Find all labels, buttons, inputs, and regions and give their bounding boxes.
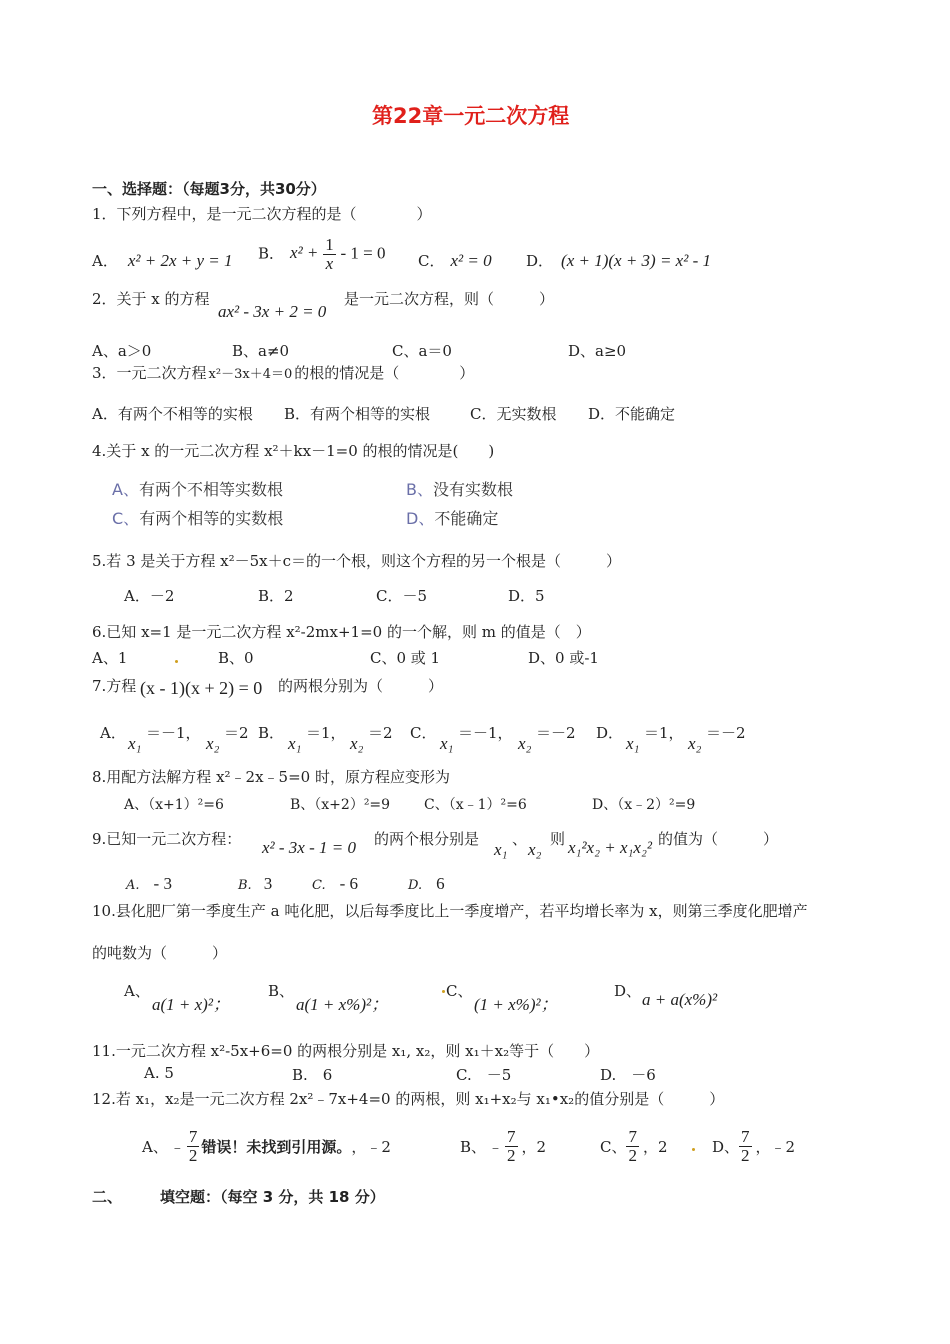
q8-option-a: A、（x+1）²=6: [124, 797, 224, 813]
question-9-stem: 9.已知一元二次方程：: [92, 830, 242, 848]
q7-c-root1: x₁: [440, 734, 454, 753]
q10-option-a-label: A、: [124, 982, 150, 1000]
question-1-stem: 1．下列方程中，是一元二次方程的是（ ）: [92, 205, 432, 223]
q5-option-a: A．－2: [124, 587, 175, 605]
q5-option-d: D．5: [508, 587, 545, 605]
q7-a-root2: x₂: [206, 734, 220, 753]
q6-option-c: C、0 或 1: [370, 649, 441, 667]
q12-option-d: D、 $\frac{7}{2}$ ，﹣2: [712, 1127, 796, 1165]
q3-option-b: B．有两个相等的实根: [284, 405, 431, 423]
section-2-number: 二、: [92, 1188, 123, 1206]
q4-option-a: A、有两个不相等实数根: [112, 480, 283, 499]
section-heading-fill: 填空题：（每空 3 分，共 18 分）: [160, 1188, 385, 1206]
question-4-stem: 4.关于 x 的一元二次方程 x²＋kx－1=0 的根的情况是( ): [92, 442, 495, 460]
q1-option-c: C． x² = 0: [418, 251, 492, 270]
q9-expression: x₁²x₂ + x₁x₂²: [568, 838, 652, 857]
q7-d-root2: x₂: [688, 734, 702, 753]
q5-option-b: B．2: [258, 587, 294, 605]
section-heading-choice: 一、选择题：（每题3分，共30分）: [92, 180, 326, 198]
q9-stem-d: 的值为（ ）: [658, 830, 779, 848]
q1-option-b: B． x² + $\frac{1}{x}$ - 1 = 0: [258, 235, 386, 273]
question-11-stem: 11.一元二次方程 x²-5x+6=0 的两根分别是 x₁, x₂，则 x₁＋x₂等于（ ）: [92, 1042, 600, 1060]
q7-stem-tail: 的两根分别为（ ）: [278, 677, 444, 695]
q10-option-b-label: B、: [268, 982, 295, 1000]
q11-option-b: B. 6: [292, 1066, 333, 1084]
q1-option-a: A． x² + 2x + y = 1: [92, 251, 233, 270]
q7-d-root2-value: ＝－2: [706, 724, 746, 742]
q8-option-d: D、（x﹣2）²=9: [592, 797, 696, 813]
q3-option-a: A．有两个不相等的实根: [92, 405, 253, 423]
q6-option-d: D、0 或-1: [528, 649, 599, 667]
q4-option-c: C、有两个相等的实数根: [112, 509, 284, 528]
q9-stem-b: 的两个根分别是: [374, 830, 480, 848]
q7-c-root2-value: ＝－2: [536, 724, 576, 742]
q3-option-c: C．无实数根: [470, 405, 557, 423]
q2-option-c: C、a＝0: [392, 342, 452, 360]
q7-equation: (x - 1)(x + 2) = 0: [140, 678, 263, 698]
q8-option-b: B、（x+2）²=9: [290, 797, 391, 813]
q10-option-a: a(1 + x)²；: [152, 995, 230, 1014]
q10-option-c-label: C、: [446, 982, 473, 1000]
q9-root2: x₂: [528, 840, 542, 859]
q7-b-root1: x₁: [288, 734, 302, 753]
q7-a-root2-value: ＝2: [224, 724, 249, 742]
q7-b-root1-value: ＝1，: [306, 724, 346, 742]
q9-option-c: C. - 6: [312, 874, 359, 893]
q7-b-root2: x₂: [350, 734, 364, 753]
q6-option-b: B、0: [218, 649, 254, 667]
question-12-stem: 12.若 x₁，x₂是一元二次方程 2x²﹣7x+4=0 的两根，则 x₁+x₂与 x₁•x₂的值分别是（ ）: [92, 1090, 725, 1108]
question-6-stem: 6.已知 x=1 是一元二次方程 x²-2mx+1=0 的一个解，则 m 的值是（ ）: [92, 623, 591, 641]
q7-d-root1-value: ＝1，: [644, 724, 684, 742]
q8-option-c: C、（x﹣1）²=6: [424, 797, 527, 813]
question-8-stem: 8.用配方法解方程 x²﹣2x﹣5=0 时，原方程应变形为: [92, 768, 450, 786]
q6-option-a: A、1: [92, 649, 128, 667]
q11-option-c: C. －5: [456, 1066, 512, 1084]
q7-a-root1: x₁: [128, 734, 142, 753]
decorative-dot: [175, 660, 178, 663]
q11-option-a: A. 5: [144, 1064, 174, 1082]
q9-option-a: A. - 3: [126, 874, 172, 893]
q11-option-d: D. －6: [600, 1066, 656, 1084]
question-7-stem: 7.方程: [92, 677, 137, 695]
q7-a-root1-value: ＝－1，: [146, 724, 201, 742]
decorative-dot: [692, 1148, 695, 1151]
q2-equation: ax² - 3x + 2 = 0: [218, 302, 327, 321]
q9-option-d: D. 6: [408, 874, 445, 893]
q7-d-root1: x₁: [626, 734, 640, 753]
page-title: 第22章一元二次方程: [372, 104, 570, 128]
question-3-stem: 3．一元二次方程 x²－3x＋4＝0 的根的情况是（ ）: [92, 364, 475, 382]
q10-option-d-label: D、: [614, 982, 642, 1000]
decorative-dot: [442, 990, 445, 993]
q7-option-a: A．: [100, 724, 126, 742]
q12-option-c: C、 $\frac{7}{2}$ ，2: [600, 1127, 668, 1165]
q7-option-d: D．: [596, 724, 624, 742]
question-2-stem: 2．关于 x 的方程: [92, 290, 210, 308]
q9-separator: 、: [512, 830, 528, 848]
question-5-stem: 5.若 3 是关于方程 x²－5x＋c＝的一个根，则这个方程的另一个根是（ ）: [92, 552, 622, 570]
q7-option-b: B．: [258, 724, 285, 742]
q7-c-root1-value: ＝－1，: [458, 724, 513, 742]
q9-equation: x² - 3x - 1 = 0: [262, 838, 356, 857]
q4-option-d: D、不能确定: [406, 509, 499, 528]
q10-option-b: a(1 + x%)²；: [296, 995, 389, 1014]
q12-option-a: A、 ﹣ $\frac{7}{2}$ 错误！未找到引用源。 ，﹣2: [142, 1127, 391, 1165]
question-10-line1: 10.县化肥厂第一季度生产 a 吨化肥，以后每季度比上一季度增产，若平均增长率为 x，则第三季度化肥增产: [92, 902, 808, 920]
q9-option-b: B. 3: [238, 874, 273, 893]
q4-option-b: B、没有实数根: [406, 480, 513, 499]
q3-option-d: D．不能确定: [588, 405, 676, 423]
q7-c-root2: x₂: [518, 734, 532, 753]
q9-stem-c: 则: [550, 830, 566, 848]
q2-option-d: D、a≥0: [568, 342, 627, 360]
q12-option-b: B、 ﹣ $\frac{7}{2}$ ，2: [460, 1127, 547, 1165]
q2-option-b: B、a≠0: [232, 342, 290, 360]
q7-option-c: C．: [410, 724, 437, 742]
q2-stem-tail: 是一元二次方程，则（ ）: [344, 290, 555, 308]
q7-b-root2-value: ＝2: [368, 724, 393, 742]
q10-option-d: a + a(x%)²: [642, 990, 718, 1009]
q2-option-a: A、a＞0: [92, 342, 152, 360]
q5-option-c: C．－5: [376, 587, 428, 605]
q10-option-c: (1 + x%)²；: [474, 995, 558, 1014]
question-10-line2: 的吨数为（ ）: [92, 944, 228, 962]
q1-option-d: D． (x + 1)(x + 3) = x² - 1: [526, 251, 711, 270]
q9-root1: x₁: [494, 840, 508, 859]
